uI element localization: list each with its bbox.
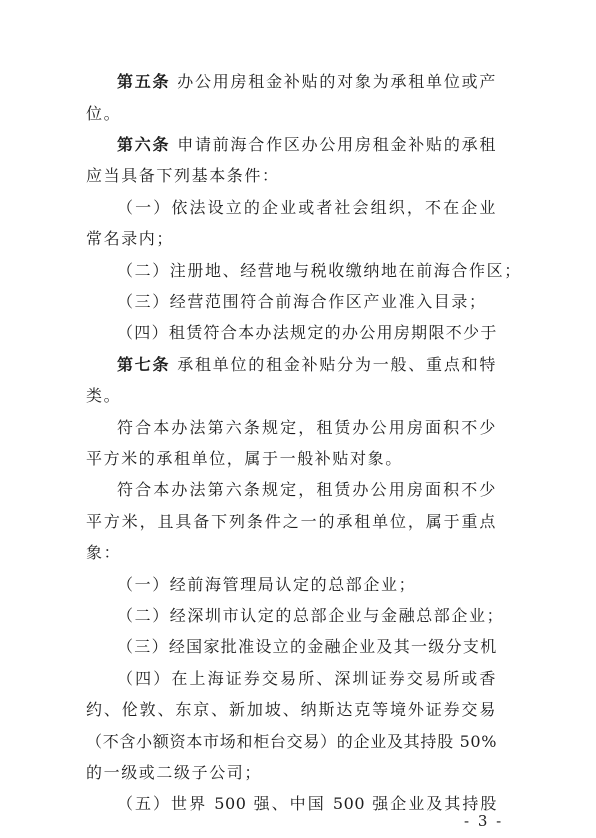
article-7-item-5: （五）世界 500 强、中国 500 强企业及其持股: [117, 794, 497, 813]
article-7-para-2-line-3: 象：: [86, 543, 122, 562]
page-number: - 3 -: [464, 812, 504, 830]
article-6-item-4: （四）租赁符合本办法规定的办公用房期限不少于: [117, 323, 497, 342]
article-7-para-1-line-2: 平方米的承租单位，属于一般补贴对象。: [86, 449, 403, 468]
article-6-line-1: [117, 135, 497, 155]
article-7-item-4-line-1: （四）在上海证券交易所、深圳证券交易所或香: [117, 669, 497, 688]
article-6-item-2: （二）注册地、经营地与税收缴纳地在前海合作区；: [117, 261, 522, 280]
article-7-text: 承租单位的租金补贴分为一般、重点和特: [177, 355, 497, 374]
article-5-text: 办公用房租金补贴的对象为承租单位或产: [177, 72, 497, 91]
article-7-para-2-line-1: 符合本办法第六条规定，租赁办公用房面积不少: [117, 480, 497, 499]
article-7-para-2-line-2: 平方米，且具备下列条件之一的承租单位，属于重点: [86, 512, 497, 531]
article-6-line-2: 应当具备下列基本条件：: [86, 166, 280, 185]
article-5-heading: 第五条: [117, 72, 171, 91]
article-5-line-2: 位。: [86, 104, 122, 123]
article-7-item-1: （一）经前海管理局认定的总部企业；: [117, 575, 417, 594]
article-7-line-1: [117, 355, 497, 375]
article-7-item-2: （二）经深圳市认定的总部企业与金融总部企业；: [117, 606, 505, 625]
article-7-line-2: 类。: [86, 386, 122, 405]
article-6-item-3: （三）经营范围符合前海合作区产业准入目录；: [117, 292, 487, 311]
article-7-item-4-line-2: 约、伦敦、东京、新加坡、纳斯达克等境外证券交易: [86, 700, 497, 719]
article-7-para-1-line-1: 符合本办法第六条规定，租赁办公用房面积不少: [117, 418, 497, 437]
article-6-text: 申请前海合作区办公用房租金补贴的承租: [177, 135, 497, 154]
article-7-item-4-line-4: 的一级或二级子公司；: [86, 763, 263, 782]
article-6-item-1-line-1: （一）依法设立的企业或者社会组织，不在企业: [117, 198, 497, 217]
article-5-line-1: [117, 72, 497, 92]
article-7-item-3: （三）经国家批准设立的金融企业及其一级分支机: [117, 637, 497, 656]
article-6-heading: 第六条: [117, 135, 171, 154]
article-6-item-1-line-2: 常名录内；: [86, 229, 175, 248]
article-7-heading: 第七条: [117, 355, 171, 374]
article-7-item-4-line-3: （不含小额资本市场和柜台交易）的企业及其持股 50%: [86, 732, 497, 751]
